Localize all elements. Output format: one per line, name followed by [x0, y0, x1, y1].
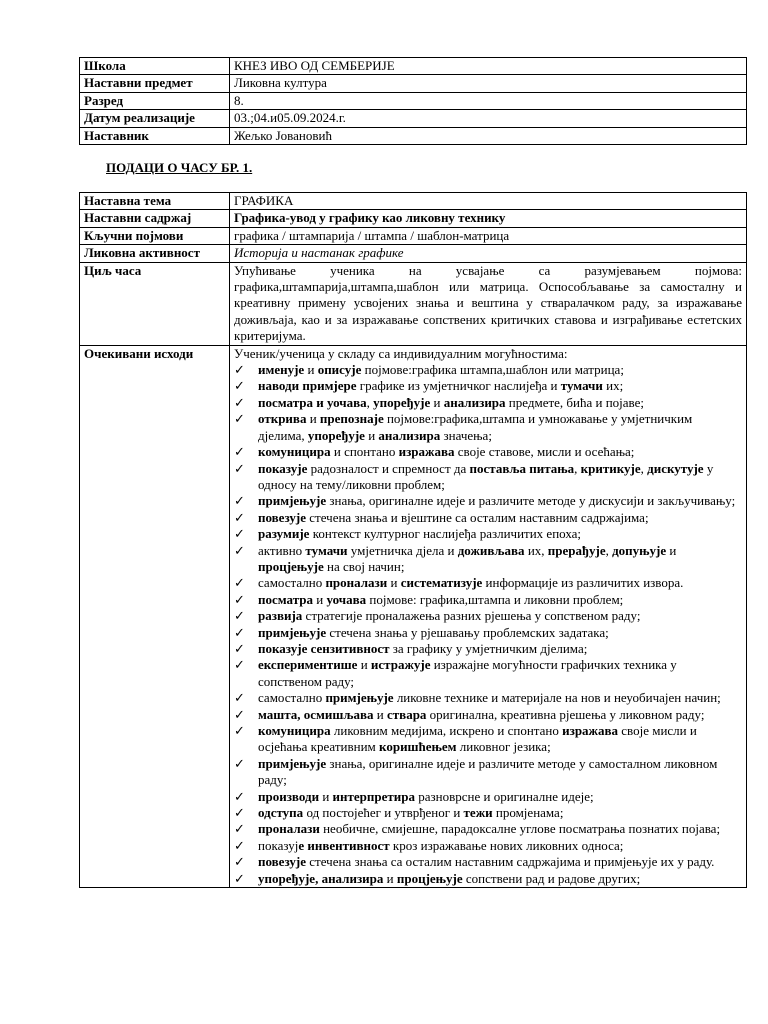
- outcome-text: на свој начин;: [323, 558, 405, 574]
- outcome-text: комуницира: [258, 723, 331, 738]
- outcome-item: [234, 526, 742, 542]
- info-row: [80, 75, 747, 92]
- outcome-item: [234, 411, 742, 444]
- outcome-text: разумије: [258, 526, 310, 542]
- outcome-text: од постојећег и утврђеног и: [303, 805, 464, 821]
- outcome-item: [234, 756, 742, 789]
- outcome-text: допуњује: [612, 542, 667, 558]
- outcome-text: стечена знања са осталим наставним садржајима и примјењује их у раду.: [306, 854, 715, 870]
- row-concepts: [80, 227, 747, 244]
- outcomes-label: Очекивани исходи: [80, 345, 230, 887]
- outcome-text: производи: [258, 788, 320, 804]
- check-icon: ✓: [234, 378, 245, 394]
- outcome-text: за графику у умјетничким дјелима;: [389, 640, 588, 656]
- outcome-text: и: [383, 870, 397, 886]
- outcome-text: појмове:графика,штампа и умножавање у умјетничким дјелима,: [258, 411, 693, 443]
- outcome-item: [234, 575, 742, 591]
- concepts-label: Кључни појмови: [80, 227, 230, 244]
- info-label: Разред: [80, 92, 230, 109]
- check-icon: ✓: [234, 542, 245, 558]
- outcome-item: [234, 625, 742, 641]
- lesson-heading: ПОДАЦИ О ЧАСУ БР. 1.: [106, 160, 253, 175]
- row-goal: [80, 262, 747, 345]
- outcome-text: изражајне могућности графичких техника у сопственом раду;: [258, 657, 677, 689]
- check-icon: ✓: [234, 575, 245, 591]
- outcomes-cell: [230, 345, 747, 887]
- outcome-text: тежи: [463, 805, 493, 821]
- row-activity: [80, 245, 747, 262]
- outcome-text: истражује: [370, 657, 431, 673]
- outcome-text: примјењује: [258, 755, 327, 771]
- outcome-text: показуј: [258, 837, 299, 853]
- outcome-text: анализира: [443, 394, 506, 410]
- concepts-value: графика / штампарија / штампа / шаблон-матрица: [230, 227, 747, 244]
- outcome-text: стечена знања у рјешавању проблемских задатака;: [326, 624, 609, 640]
- outcome-text: проналази: [258, 821, 320, 837]
- outcome-text: тумачи: [560, 378, 603, 394]
- outcome-text: именује: [258, 362, 305, 378]
- outcome-text: радозналост и спремност да: [307, 460, 470, 476]
- outcome-text: машта, осмишљава: [258, 706, 374, 722]
- outcome-text: наводи примјере: [258, 378, 357, 394]
- outcome-text: ликовним медијима, искрено и спонтано: [330, 723, 563, 738]
- outcome-item: [234, 723, 742, 756]
- outcome-text: промјенама;: [492, 805, 564, 821]
- check-icon: ✓: [234, 854, 245, 870]
- outcome-text: систематизује: [400, 575, 483, 591]
- outcome-text: упоређује: [373, 394, 431, 410]
- activity-value: Историја и настанак графике: [230, 245, 747, 262]
- outcome-text: и: [319, 788, 333, 804]
- content-label: Наставни садржај: [80, 210, 230, 227]
- check-icon: ✓: [234, 362, 245, 378]
- info-row: [80, 92, 747, 109]
- outcome-text: упоређује, анализира: [258, 870, 384, 886]
- outcome-text: ,: [574, 460, 581, 476]
- topic-value: ГРАФИКА: [230, 193, 747, 210]
- goal-value: Упућивање ученика на усвајање са разумјевањем појмова: графика,штампарија,штампа,шаблон или матрица. Оспособљавање за самосталну и креативну примену усвојених знања и вештина у стваралачком раду, за изражавање доживљаја, као и за изражавање сопствених критичких ставова и изграђивање естетских критеријума.: [230, 262, 747, 345]
- outcome-text: процјењује: [396, 870, 463, 886]
- outcome-text: посматра и уочава: [258, 394, 367, 410]
- outcome-text: прерађује: [547, 542, 606, 558]
- outcome-item: [234, 854, 742, 870]
- outcome-text: и: [373, 706, 388, 722]
- outcome-item: [234, 789, 742, 805]
- outcome-text: ликовног језика;: [456, 739, 551, 755]
- outcome-text: препознаје: [319, 411, 384, 427]
- outcome-text: поставља питања: [469, 460, 575, 476]
- outcome-text: стечена знања и вјештине са осталим наставним садржајима;: [306, 509, 649, 525]
- outcome-item: [234, 592, 742, 608]
- check-icon: ✓: [234, 690, 245, 706]
- outcome-text: анализира: [378, 427, 441, 443]
- outcome-text: знања, оригиналне идеје и различите методе у самосталном ликовном раду;: [258, 755, 718, 788]
- check-icon: ✓: [234, 608, 245, 624]
- outcome-text: самостално: [258, 575, 326, 591]
- check-icon: ✓: [234, 591, 245, 607]
- outcome-item: [234, 821, 742, 837]
- lesson-table: [79, 192, 747, 888]
- outcomes-list: [234, 362, 742, 887]
- outcome-text: и: [312, 591, 327, 607]
- outcomes-intro: Ученик/ученица у складу са индивидуалним могућностима:: [234, 345, 568, 361]
- outcome-text: и спонтано: [330, 444, 399, 460]
- info-label: Наставни предмет: [80, 75, 230, 92]
- outcome-text: е инвентивност: [298, 837, 390, 853]
- outcome-text: у односу на тему/ликовни проблем;: [258, 460, 714, 492]
- outcome-text: своје мисли и осјећања креативним: [258, 723, 697, 755]
- outcome-text: појмове: графика,штампа и ликовни проблем;: [366, 591, 624, 607]
- outcome-text: дискутује: [647, 460, 704, 476]
- outcome-item: [234, 543, 742, 576]
- check-icon: ✓: [234, 460, 245, 476]
- outcome-text: ,: [366, 394, 374, 410]
- outcome-text: тумачи: [305, 542, 348, 558]
- outcome-text: критикује: [580, 460, 641, 476]
- outcome-text: открива: [258, 411, 307, 427]
- outcome-text: значења;: [440, 427, 492, 443]
- outcome-item: [234, 657, 742, 690]
- info-value: КНЕЗ ИВО ОД СЕМБЕРИЈЕ: [230, 58, 747, 75]
- outcome-text: умјетничка дјела и: [347, 542, 458, 558]
- check-icon: ✓: [234, 394, 245, 410]
- check-icon: ✓: [234, 706, 245, 722]
- info-value: 8.: [230, 92, 747, 109]
- row-topic: [80, 193, 747, 210]
- check-icon: ✓: [234, 411, 245, 427]
- outcome-text: предмете, бића и појаве;: [505, 394, 644, 410]
- outcome-item: [234, 838, 742, 854]
- outcome-item: [234, 641, 742, 657]
- outcome-item: [234, 707, 742, 723]
- row-outcomes: [80, 345, 747, 887]
- info-label: Наставник: [80, 127, 230, 144]
- outcome-text: знања, оригиналне идеје и различите методе у дискусији и закључивању;: [326, 493, 736, 509]
- outcome-item: [234, 461, 742, 494]
- outcome-text: оригинална, креативна рјешења у ликовном раду;: [426, 706, 705, 722]
- info-row: [80, 127, 747, 144]
- outcome-text: развија: [258, 608, 303, 624]
- outcome-text: ,: [640, 460, 648, 476]
- outcome-item: [234, 805, 742, 821]
- info-value: 03.;04.и05.09.2024.г.: [230, 110, 747, 127]
- info-value: Ликовна култура: [230, 75, 747, 92]
- outcome-item: [234, 510, 742, 526]
- outcome-item: [234, 362, 742, 378]
- outcome-text: и: [430, 394, 444, 410]
- outcome-text: и: [387, 575, 401, 591]
- outcome-text: интерпретира: [332, 788, 415, 804]
- outcome-text: графике из умјетничког наслијеђа и: [356, 378, 561, 394]
- outcome-text: кроз изражавање нових ликовних односа;: [389, 837, 624, 853]
- outcome-text: експериментише: [258, 657, 358, 673]
- outcome-text: примјењује: [258, 493, 327, 509]
- info-row: [80, 58, 747, 75]
- content-value: Графика-увод у графику као ликовну технику: [230, 210, 747, 227]
- outcome-text: разноврсне и оригиналне идеје;: [415, 788, 594, 804]
- outcome-text: и: [357, 657, 371, 673]
- outcome-item: [234, 608, 742, 624]
- outcome-text: проналази: [325, 575, 388, 591]
- outcome-text: процјењује: [258, 558, 324, 574]
- outcome-text: их,: [524, 542, 548, 558]
- outcome-text: и: [304, 362, 318, 378]
- outcome-text: и: [364, 427, 379, 443]
- check-icon: ✓: [234, 493, 245, 509]
- info-label: Датум реализације: [80, 110, 230, 127]
- check-icon: ✓: [234, 837, 245, 853]
- outcome-text: примјењује: [325, 690, 394, 706]
- outcome-text: необичне, смијешне, парадоксалне углове посматрања познатих појава;: [319, 821, 721, 837]
- outcome-text: показује: [258, 460, 308, 476]
- check-icon: ✓: [234, 640, 245, 656]
- outcome-text: контекст културног наслијеђа различитих епоха;: [309, 526, 582, 542]
- outcome-text: појмове:графика штампа,шаблон или матрица;: [361, 362, 624, 378]
- outcome-text: повезује: [258, 854, 307, 870]
- school-info-table: [79, 57, 747, 145]
- outcome-text: сопствени рад и радове других;: [462, 870, 641, 886]
- outcome-item: [234, 395, 742, 411]
- check-icon: ✓: [234, 805, 245, 821]
- outcome-text: их;: [602, 378, 624, 394]
- outcome-text: коришћењем: [379, 739, 457, 755]
- outcome-item: [234, 690, 742, 706]
- outcome-text: комуницира: [258, 444, 331, 460]
- outcome-text: своје ставове, мисли и осећања;: [454, 444, 635, 460]
- outcome-text: изражава: [398, 444, 455, 460]
- row-content: [80, 210, 747, 227]
- outcome-text: доживљава: [457, 542, 525, 558]
- outcome-text: одступа: [258, 805, 304, 821]
- activity-label: Ликовна активност: [80, 245, 230, 262]
- info-label: Школа: [80, 58, 230, 75]
- outcome-text: и: [666, 542, 677, 558]
- check-icon: ✓: [234, 657, 245, 673]
- outcome-text: ствара: [387, 706, 427, 722]
- check-icon: ✓: [234, 723, 245, 738]
- topic-label: Наставна тема: [80, 193, 230, 210]
- outcome-item: [234, 378, 742, 394]
- check-icon: ✓: [234, 788, 245, 804]
- outcome-text: информације из различитих извора.: [482, 575, 684, 591]
- outcome-text: ликовне технике и материјале на нов и неуобичајен начин;: [393, 690, 721, 706]
- outcome-text: показује сензитивност: [258, 640, 390, 656]
- outcome-item: [234, 493, 742, 509]
- info-value: Жељко Јовановић: [230, 127, 747, 144]
- info-row: [80, 110, 747, 127]
- outcome-text: примјењује: [258, 624, 327, 640]
- goal-label: Циљ часа: [80, 262, 230, 345]
- outcome-text: уочава: [326, 591, 367, 607]
- outcome-item: [234, 444, 742, 460]
- check-icon: ✓: [234, 821, 245, 837]
- outcome-text: стратегије проналажења разних рјешења у сопственом раду;: [302, 608, 641, 624]
- outcome-text: ,: [605, 542, 613, 558]
- outcome-text: изражава: [562, 723, 619, 738]
- outcome-text: упоређује: [307, 427, 365, 443]
- outcome-item: [234, 871, 742, 887]
- check-icon: ✓: [234, 624, 245, 640]
- outcome-text: повезује: [258, 509, 307, 525]
- outcome-text: посматра: [258, 591, 313, 607]
- outcome-text: и: [306, 411, 320, 427]
- check-icon: ✓: [234, 444, 245, 460]
- outcome-text: самостално: [258, 690, 326, 706]
- check-icon: ✓: [234, 755, 245, 771]
- check-icon: ✓: [234, 526, 245, 542]
- outcome-text: описује: [317, 362, 362, 378]
- check-icon: ✓: [234, 509, 245, 525]
- check-icon: ✓: [234, 870, 245, 886]
- outcome-text: активно: [258, 542, 306, 558]
